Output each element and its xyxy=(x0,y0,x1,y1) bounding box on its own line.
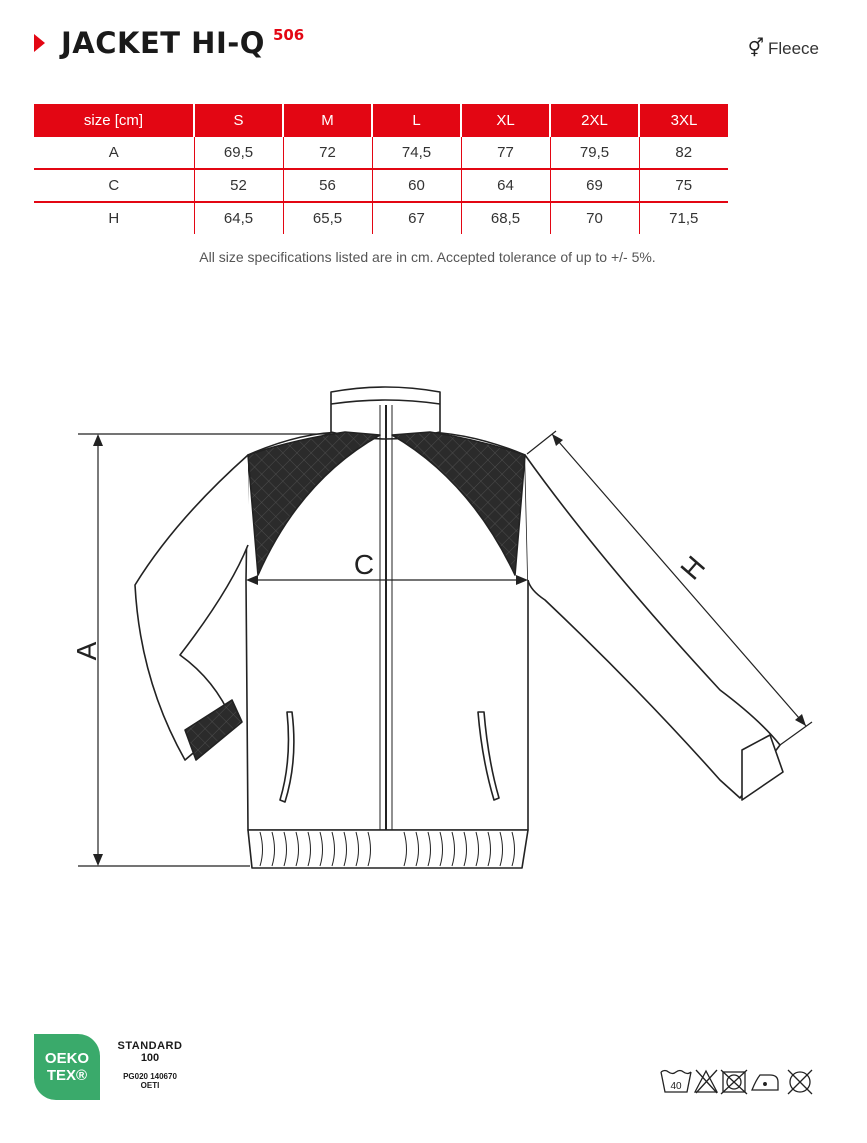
table-cell: 64,5 xyxy=(194,202,283,234)
row-label: C xyxy=(34,169,194,202)
table-cell: 60 xyxy=(372,169,461,202)
table-cell: 65,5 xyxy=(283,202,372,234)
no-dry-clean-icon xyxy=(788,1070,812,1094)
table-cell: 67 xyxy=(372,202,461,234)
table-cell: 64 xyxy=(461,169,550,202)
size-table xyxy=(34,104,728,234)
right-sleeve xyxy=(525,455,780,798)
size-table-header xyxy=(34,104,728,137)
product-code: 506 xyxy=(272,26,305,44)
table-cell: 79,5 xyxy=(550,137,639,169)
row-label: H xyxy=(108,210,120,227)
product-title xyxy=(34,24,304,64)
oeko-code: PG020 140670 xyxy=(123,1072,177,1081)
oeko-standard: STANDARD xyxy=(117,1040,183,1052)
header-cell: 3XL xyxy=(639,104,728,137)
oeko-line1: OEKO xyxy=(44,1050,90,1067)
table-row xyxy=(34,169,728,202)
oeko-institute: OETI xyxy=(140,1081,160,1090)
no-tumble-dry-icon xyxy=(721,1070,747,1094)
jacket-hem xyxy=(248,830,528,868)
table-cell: 68,5 xyxy=(461,202,550,234)
table-cell: 70 xyxy=(550,202,639,234)
header-cell: L xyxy=(372,104,461,137)
tolerance-note: All size specifications listed are in cm. Accepted tolerance of up to +/- 5%. xyxy=(199,249,656,265)
product-name: JACKET HI-Q xyxy=(61,26,265,60)
table-cell: 77 xyxy=(461,137,550,169)
header-cell: S xyxy=(194,104,283,137)
care-symbols xyxy=(660,1066,820,1096)
table-row xyxy=(34,202,728,234)
table-cell: 69 xyxy=(550,169,639,202)
oeko-line2: TEX® xyxy=(46,1067,88,1084)
table-cell: 56 xyxy=(283,169,372,202)
material-name: Fleece xyxy=(767,38,819,58)
material-label xyxy=(748,38,819,59)
table-row xyxy=(34,137,728,169)
header-cell: M xyxy=(283,104,372,137)
table-cell: 69,5 xyxy=(194,137,283,169)
jacket-measurement-diagram xyxy=(0,380,867,900)
row-label: A xyxy=(34,137,194,169)
label-h: H xyxy=(674,549,712,586)
table-cell: 74,5 xyxy=(372,137,461,169)
oeko-info xyxy=(110,1040,190,1090)
title-arrow-icon xyxy=(34,34,45,52)
header-cell: XL xyxy=(461,104,550,137)
table-cell: 71,5 xyxy=(639,202,728,234)
oeko-tex-certification xyxy=(34,1034,183,1100)
svg-text:40: 40 xyxy=(670,1081,682,1092)
table-cell: 72 xyxy=(283,137,372,169)
label-c: C xyxy=(353,549,375,580)
no-bleach-icon xyxy=(695,1070,717,1093)
wash-40-icon xyxy=(661,1071,691,1093)
table-cell: 75 xyxy=(639,169,728,202)
header-cell: 2XL xyxy=(550,104,639,137)
table-cell: 82 xyxy=(639,137,728,169)
table-cell: 52 xyxy=(194,169,283,202)
label-a: A xyxy=(71,641,102,661)
oeko-tex-logo xyxy=(34,1034,100,1100)
oeko-number: 100 xyxy=(140,1052,160,1064)
unisex-icon: ⚥ xyxy=(747,38,764,59)
iron-low-icon xyxy=(752,1075,778,1090)
header-cell: size [cm] xyxy=(34,104,194,137)
